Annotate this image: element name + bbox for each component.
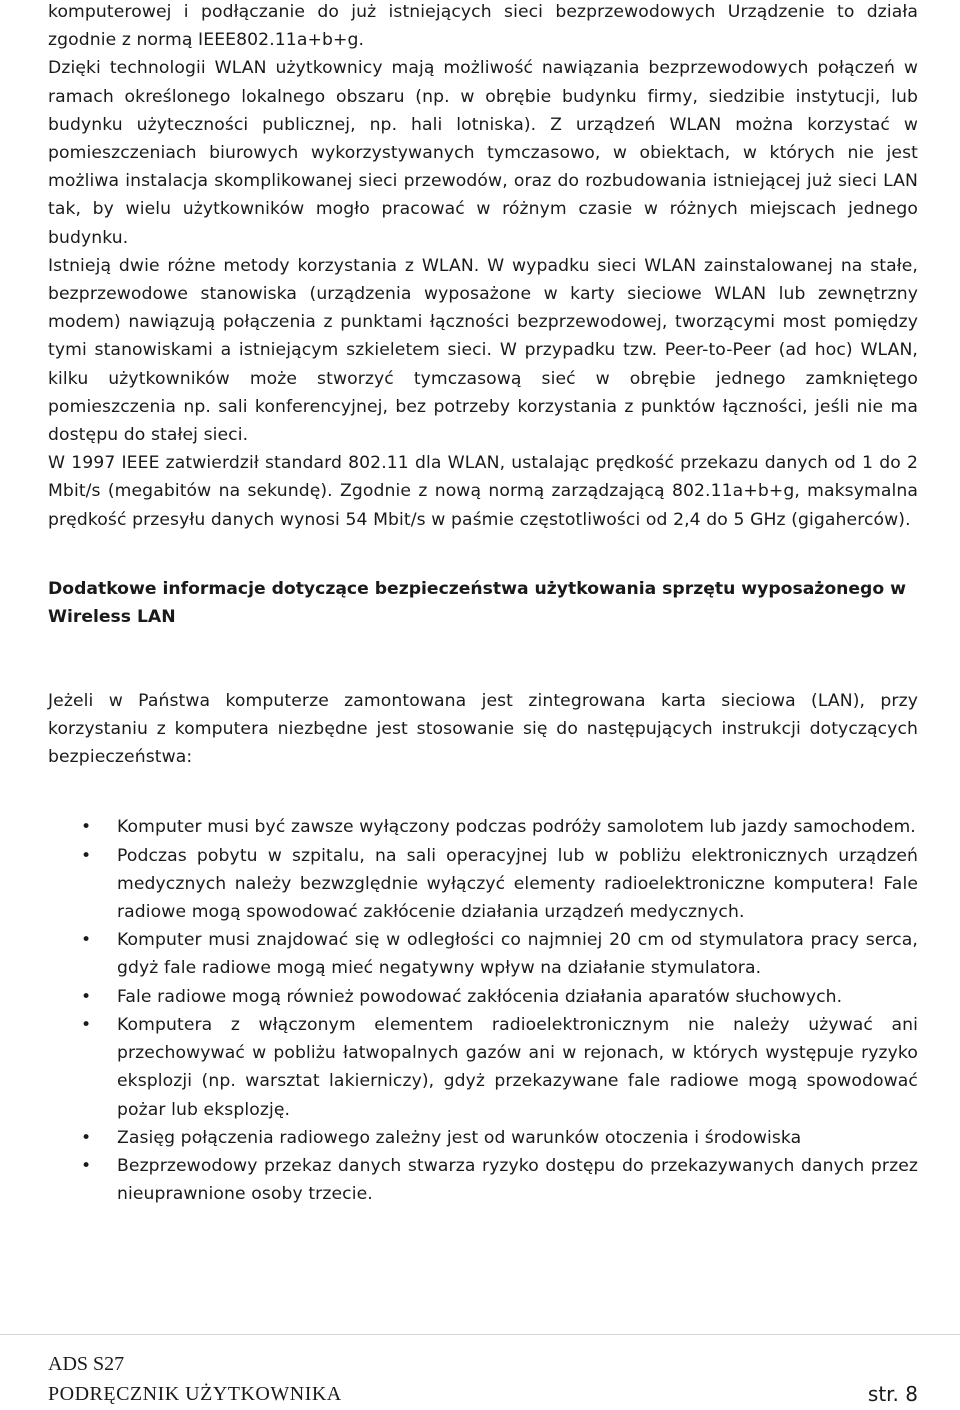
paragraph-wlan-technology: Dzięki technologii WLAN użytkownicy mają możliwość nawiązania bezprzewodowych połączeń w ramach określonego lokalnego obszaru (np. w obrębie budynku firmy, siedzibie instytucji, lub budynku użyteczności publicznej, np. hali lotniska). Z urządzeń WLAN można korzystać w pomieszczeniach biurowych wykorzystywanych tymczasowo, w obiektach, w których nie jest możliwa instalacja skomplikowanej sieci przewodów, oraz do rozbudowania istniejącej już sieci LAN tak, by wielu użytkowników mogło pracować w różnym czasie w różnych miejscach jednego budynku.: [48, 58, 918, 248]
bullet-icon: •: [81, 817, 92, 838]
paragraph-intro-continuation: komputerowej i podłączanie do już istniejących sieci bezprzewodowych Urządzenie to działa zgodnie z normą IEEE802.11a+b+g.: [48, 2, 918, 51]
list-item: [48, 842, 918, 927]
list-item-text: Podczas pobytu w szpitalu, na sali operacyjnej lub w pobliżu elektronicznych urządzeń medycznych należy bezwzględnie wyłączyć elementy radioelektroniczne komputera! Fale radiowe mogą spowodować zakłócenie działania urządzeń medycznych.: [117, 845, 918, 923]
list-item: [48, 983, 918, 1011]
list-item: [48, 1124, 918, 1152]
footer-manual-title: PODRĘCZNIK UŻYTKOWNIKA: [48, 1383, 342, 1405]
paragraph-safety-intro: Jeżeli w Państwa komputerze zamontowana jest zintegrowana karta sieciowa (LAN), przy korzystaniu z komputera niezbędne jest stosowanie się do następujących instrukcji dotyczących bezpieczeństwa:: [48, 690, 918, 768]
list-item-text: Fale radiowe mogą również powodować zakłócenia działania aparatów słuchowych.: [117, 986, 843, 1007]
page-number: str. 8: [867, 1382, 918, 1406]
list-item: [48, 1011, 918, 1124]
bullet-icon: •: [81, 1127, 92, 1148]
paragraph-wlan-methods: Istnieją dwie różne metody korzystania z WLAN. W wypadku sieci WLAN zainstalowanej na stałe, bezprzewodowe stanowiska (urządzenia wyposażone w karty sieciowe WLAN lub zewnętrzny modem) nawiązują połączenia z punktami łączności bezprzewodowej, tworzącymi most pomiędzy tymi stanowiskami a istniejącym szkieletem sieci. W przypadku tzw. Peer-to-Peer (ad hoc) WLAN, kilku użytkowników może stworzyć tymczasową sieć w obrębie jednego zamkniętego pomieszczenia np. sali konferencyjnej, bez potrzeby korzystania z punktów łączności, jeśli nie ma dostępu do stałej sieci.: [48, 255, 918, 446]
paragraph-wlan-standard: W 1997 IEEE zatwierdził standard 802.11 dla WLAN, ustalając prędkość przekazu danych od 1 do 2 Mbit/s (megabitów na sekundę). Zgodnie z nową normą zarządzającą 802.11a+b+g, maksymalna prędkość przesyłu danych wynosi 54 Mbit/s w paśmie częstotliwości od 2,4 do 5 GHz (gigaherców).: [48, 453, 918, 530]
bullet-icon: •: [81, 986, 92, 1007]
section-heading: Dodatkowe informacje dotyczące bezpieczeństwa użytkowania sprzętu wyposażonego w Wireless LAN: [48, 578, 906, 627]
list-item: [48, 813, 918, 841]
footer-divider: [0, 1334, 960, 1335]
bullet-icon: •: [81, 930, 92, 951]
list-item-text: Komputera z włączonym elementem radioelektronicznym nie należy używać ani przechowywać w pobliżu łatwopalnych gazów ani w rejonach, w których występuje ryzyko eksplozji (np. warsztat lakierniczy), gdyż przekazywane fale radiowe mogą spowodować pożar lub eksplozję.: [117, 1014, 918, 1120]
list-item-text: Komputer musi być zawsze wyłączony podczas podróży samolotem lub jazdy samochodem.: [117, 817, 916, 838]
bullet-icon: •: [81, 1155, 92, 1176]
list-item-text: Zasięg połączenia radiowego zależny jest od warunków otoczenia i środowiska: [117, 1127, 802, 1148]
list-item-text: Bezprzewodowy przekaz danych stwarza ryzyko dostępu do przekazywanych danych przez nieuprawnione osoby trzecie.: [117, 1155, 918, 1205]
footer-model: ADS S27: [48, 1353, 125, 1375]
bullet-icon: •: [81, 845, 92, 866]
list-item: [48, 1152, 918, 1208]
safety-list: [48, 813, 918, 1208]
bullet-icon: •: [81, 1014, 92, 1035]
list-item-text: Komputer musi znajdować się w odległości co najmniej 20 cm od stymulatora pracy serca, gdyż fale radiowe mogą mieć negatywny wpływ na działanie stymulatora.: [117, 930, 918, 979]
document-page: [48, 0, 918, 1208]
list-item: [48, 926, 918, 982]
